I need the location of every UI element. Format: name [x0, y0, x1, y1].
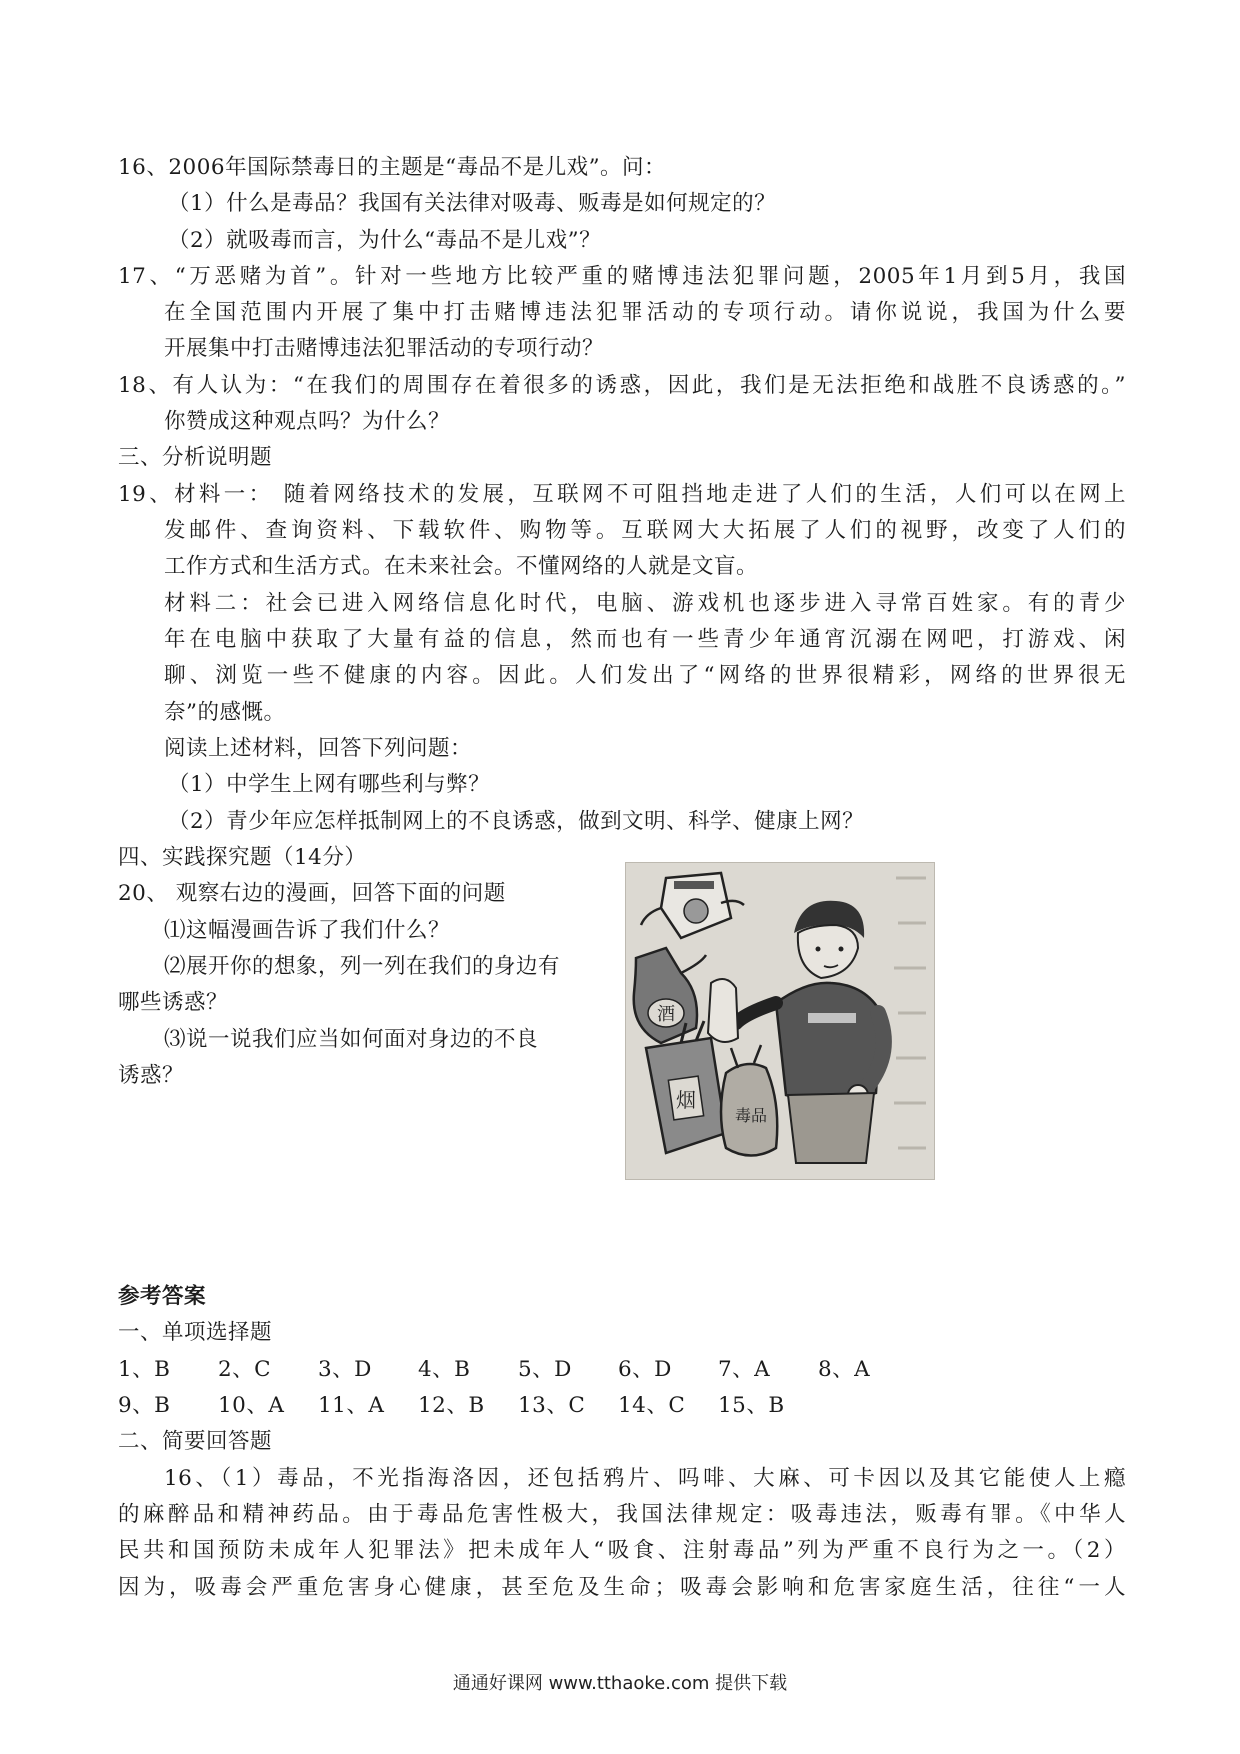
answer-item: 8、A [818, 1357, 871, 1382]
answer-item: 14、C [618, 1393, 686, 1418]
answer-item: 15、B [718, 1393, 785, 1418]
q19-material2-line1: 材料二：社会已进入网络信息化时代，电脑、游戏机也逐步进入寻常百姓家。有的青少 [164, 591, 1126, 616]
answer-item: 2、C [218, 1357, 272, 1382]
box-label: 烟 [676, 1088, 696, 1112]
q17-line1: 17、“万恶赌为首”。针对一些地方比较严重的赌博违法犯罪问题，2005年1月到5月，我国 [118, 264, 1126, 289]
answers-row-2 [118, 1389, 818, 1423]
q16-stem: 16、2006年国际禁毒日的主题是“毒品不是儿戏”。问： [118, 155, 667, 180]
answer-item: 9、B [118, 1393, 171, 1418]
answer-item: 11、A [318, 1393, 385, 1418]
answers-section-1: 一、单项选择题 [118, 1320, 273, 1345]
q17-line2: 在全国范围内开展了集中打击赌博违法犯罪活动的专项行动。请你说说，我国为什么要 [164, 300, 1126, 325]
q17-line3: 开展集中打击赌博违法犯罪活动的专项行动？ [164, 336, 605, 361]
q19-part2: （2）青少年应怎样抵制网上的不良诱惑，做到文明、科学、健康上网？ [168, 809, 865, 834]
answer-item: 10、A [218, 1393, 285, 1418]
q19-material2-line2: 年在电脑中获取了大量有益的信息，然而也有一些青少年通宵沉溺在网吧，打游戏、闲 [164, 627, 1126, 652]
q19-prompt: 阅读上述材料，回答下列问题： [164, 736, 473, 761]
answers-section-2: 二、简要回答题 [118, 1429, 273, 1454]
q19-material1-line3: 工作方式和生活方式。在未来社会。不懂网络的人就是文盲。 [164, 554, 759, 579]
answer-item: 7、A [718, 1357, 771, 1382]
answer-item: 12、B [418, 1393, 485, 1418]
q20-part2-line1: ⑵展开你的想象，列一列在我们的身边有 [164, 954, 561, 979]
q18-line2: 你赞成这种观点吗？为什么？ [164, 409, 451, 434]
answers-row-1 [118, 1353, 918, 1387]
bag-label: 毒品 [734, 1106, 768, 1125]
q19-material1-line2: 发邮件、查询资料、下载软件、购物等。互联网大大拓展了人们的视野，改变了人们的 [164, 518, 1126, 543]
q20-part3-line1: ⑶说一说我们应当如何面对身边的不良 [164, 1027, 539, 1052]
section-4-heading: 四、实践探究题（14分） [118, 845, 367, 870]
section-3-heading: 三、分析说明题 [118, 445, 273, 470]
q19-part1: （1）中学生上网有哪些利与弊？ [168, 772, 491, 797]
answer-item: 1、B [118, 1357, 171, 1382]
q16-part2: （2）就吸毒而言，为什么“毒品不是儿戏”？ [168, 228, 602, 253]
q16-part1: （1）什么是毒品？我国有关法律对吸毒、贩毒是如何规定的？ [168, 191, 777, 216]
page-footer: 通通好课网 www.tthaoke.com 提供下载 [452, 1673, 788, 1694]
answer-item: 6、D [618, 1357, 672, 1382]
q19-material1-line1: 19、材料一： 随着网络技术的发展，互联网不可阻挡地走进了人们的生活，人们可以在网上 [118, 482, 1126, 507]
q19-material2-line3: 聊、浏览一些不健康的内容。因此。人们发出了“网络的世界很精彩，网络的世界很无 [164, 663, 1126, 688]
answer-16-line2: 的麻醉品和精神药品。由于毒品危害性极大，我国法律规定：吸毒违法，贩毒有罪。《中华人 [118, 1502, 1126, 1527]
q18-line1: 18、有人认为：“在我们的周围存在着很多的诱惑，因此，我们是无法拒绝和战胜不良诱惑的。” [118, 373, 1126, 398]
answer-16-line4: 因为，吸毒会严重危害身心健康，甚至危及生命；吸毒会影响和危害家庭生活，往往“一人 [118, 1575, 1126, 1600]
bottle-label: 酒 [657, 1004, 675, 1025]
q20-stem: 20、 观察右边的漫画，回答下面的问题 [118, 881, 506, 906]
answers-title: 参考答案 [118, 1284, 207, 1309]
answer-item: 3、D [318, 1357, 372, 1382]
cartoon-drawing [626, 863, 934, 1179]
q20-part1: ⑴这幅漫画告诉了我们什么？ [164, 918, 451, 943]
answer-item: 4、B [418, 1357, 471, 1382]
temptation-cartoon-image [625, 862, 935, 1180]
q20-part3-line2: 诱惑？ [118, 1063, 185, 1088]
answer-16-line1: 16、（1）毒品，不光指海洛因，还包括鸦片、吗啡、大麻、可卡因以及其它能使人上瘾 [164, 1466, 1126, 1491]
q20-part2-line2: 哪些诱惑？ [118, 990, 229, 1015]
answer-16-line3: 民共和国预防未成年人犯罪法》把未成年人“吸食、注射毒品”列为严重不良行为之一。（2） [118, 1538, 1126, 1563]
answer-item: 13、C [518, 1393, 586, 1418]
q19-material2-line4: 奈”的感慨。 [164, 700, 286, 725]
answer-item: 5、D [518, 1357, 572, 1382]
